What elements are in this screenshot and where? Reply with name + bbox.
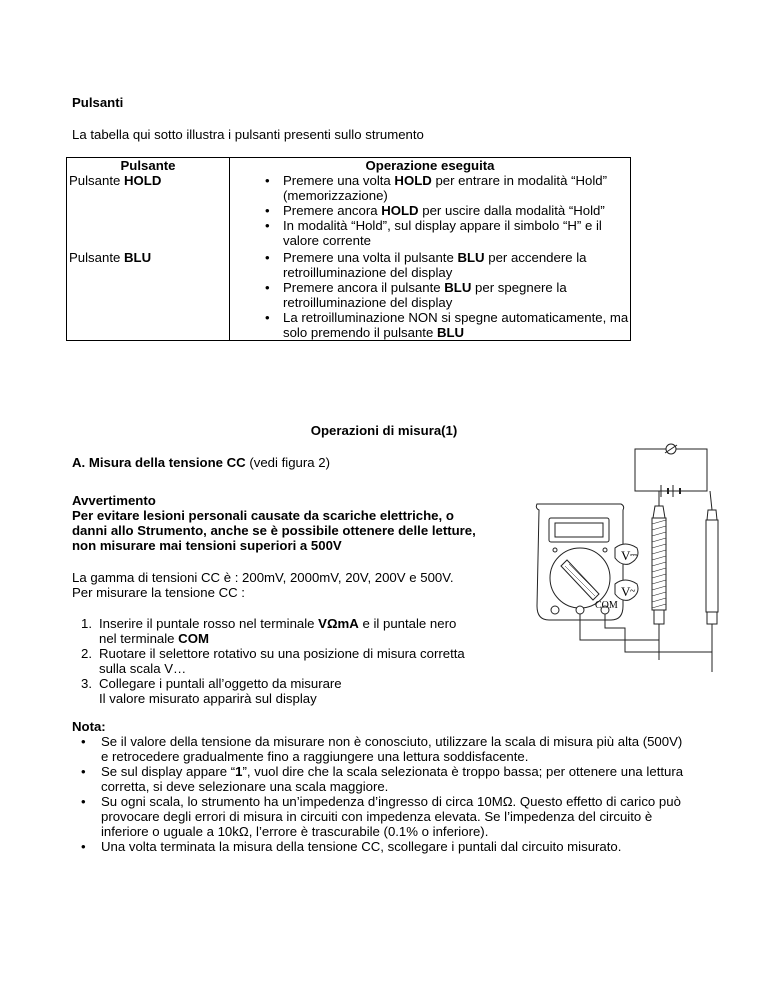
- dc-v-label: V: [621, 548, 631, 563]
- list-item: • Premere una volta il pulsante BLU per accendere la retroilluminazione del display: [256, 250, 630, 280]
- warning-line: danni allo Strumento, anche se è possibile ottenere delle letture,: [72, 523, 476, 538]
- header-button: Pulsante: [67, 158, 230, 174]
- warning-line: non misurare mai tensioni superiori a 500V: [72, 538, 342, 553]
- buttons-table: [66, 157, 631, 341]
- button-blu-cell: Pulsante BLU: [67, 250, 230, 341]
- list-item: • Premere ancora HOLD per uscire dalla modalità “Hold”: [256, 203, 630, 218]
- list-item: • In modalità “Hold”, sul display appare il simbolo “H” e il valore corrente: [256, 218, 630, 248]
- list-item: • Premere una volta HOLD per entrare in modalità “Hold” (memorizzazione): [256, 173, 630, 203]
- ranges-text: La gamma di tensioni CC è : 200mV, 2000mV, 20V, 200V e 500V.: [72, 570, 454, 585]
- operation-cell: [230, 173, 631, 250]
- header-operation: Operazione eseguita: [230, 158, 631, 174]
- dc-mark: ⎓: [630, 550, 638, 560]
- table-row: [67, 173, 631, 250]
- warning-block: [72, 493, 476, 553]
- list-item: 3. Collegare i puntali all’oggetto da misurare Il valore misurato apparirà sul display: [81, 676, 342, 706]
- com-label: COM: [595, 600, 618, 611]
- list-item: • Se il valore della tensione da misurare non è conosciuto, utilizzare la scala di misura più alta (500V) e retrocedere gradualmente fino a raggiungere una lettura soddisfacente.: [72, 734, 692, 764]
- heading-buttons: Pulsanti: [72, 95, 124, 110]
- section-title: Operazioni di misura(1): [310, 423, 458, 438]
- intro-text: La tabella qui sotto illustra i pulsanti presenti sullo strumento: [72, 127, 424, 142]
- list-item: • Su ogni scala, lo strumento ha un’impedenza d’ingresso di circa 10MΩ. Questo effetto di carico può provocare degli errori di misura in circuiti con impedenza elevata. Se l’impedenza del circuito è inferiore o uguale a 10kΩ, l’errore è trascurabile (0.1% o inferiore).: [72, 794, 692, 839]
- warning-title: Avvertimento: [72, 493, 156, 508]
- list-item: • La retroilluminazione NON si spegne automaticamente, ma solo premendo il pulsante BLU: [256, 310, 630, 340]
- warning-line: Per evitare lesioni personali causate da scariche elettriche, o: [72, 508, 454, 523]
- operation-cell: [230, 250, 631, 341]
- list-item: • Una volta terminata la misura della tensione CC, scollegare i puntali dal circuito misurato.: [72, 839, 692, 854]
- list-item: 1. Inserire il puntale rosso nel terminale VΩmA e il puntale nero nel terminale COM: [81, 616, 457, 646]
- multimeter-figure: [525, 440, 735, 672]
- ac-mark: ~: [630, 586, 636, 597]
- table-row: [67, 250, 631, 341]
- list-item: • Premere ancora il pulsante BLU per spegnere la retroilluminazione del display: [256, 280, 630, 310]
- ac-v-label: V: [621, 584, 631, 599]
- note-list: [72, 734, 692, 854]
- note-title: Nota:: [72, 719, 106, 734]
- list-item: • Se sul display appare “1”, vuol dire che la scala selezionata è troppo bassa; per ottenere una lettura corretta, si deve selezionare una scala maggiore.: [72, 764, 692, 794]
- subsection-title: A. Misura della tensione CC (vedi figura 2): [72, 455, 330, 470]
- button-hold-cell: Pulsante HOLD: [67, 173, 230, 250]
- measure-intro: Per misurare la tensione CC :: [72, 585, 245, 600]
- list-item: 2. Ruotare il selettore rotativo su una posizione di misura corretta sulla scala V…: [81, 646, 465, 676]
- steps-list: [72, 616, 522, 706]
